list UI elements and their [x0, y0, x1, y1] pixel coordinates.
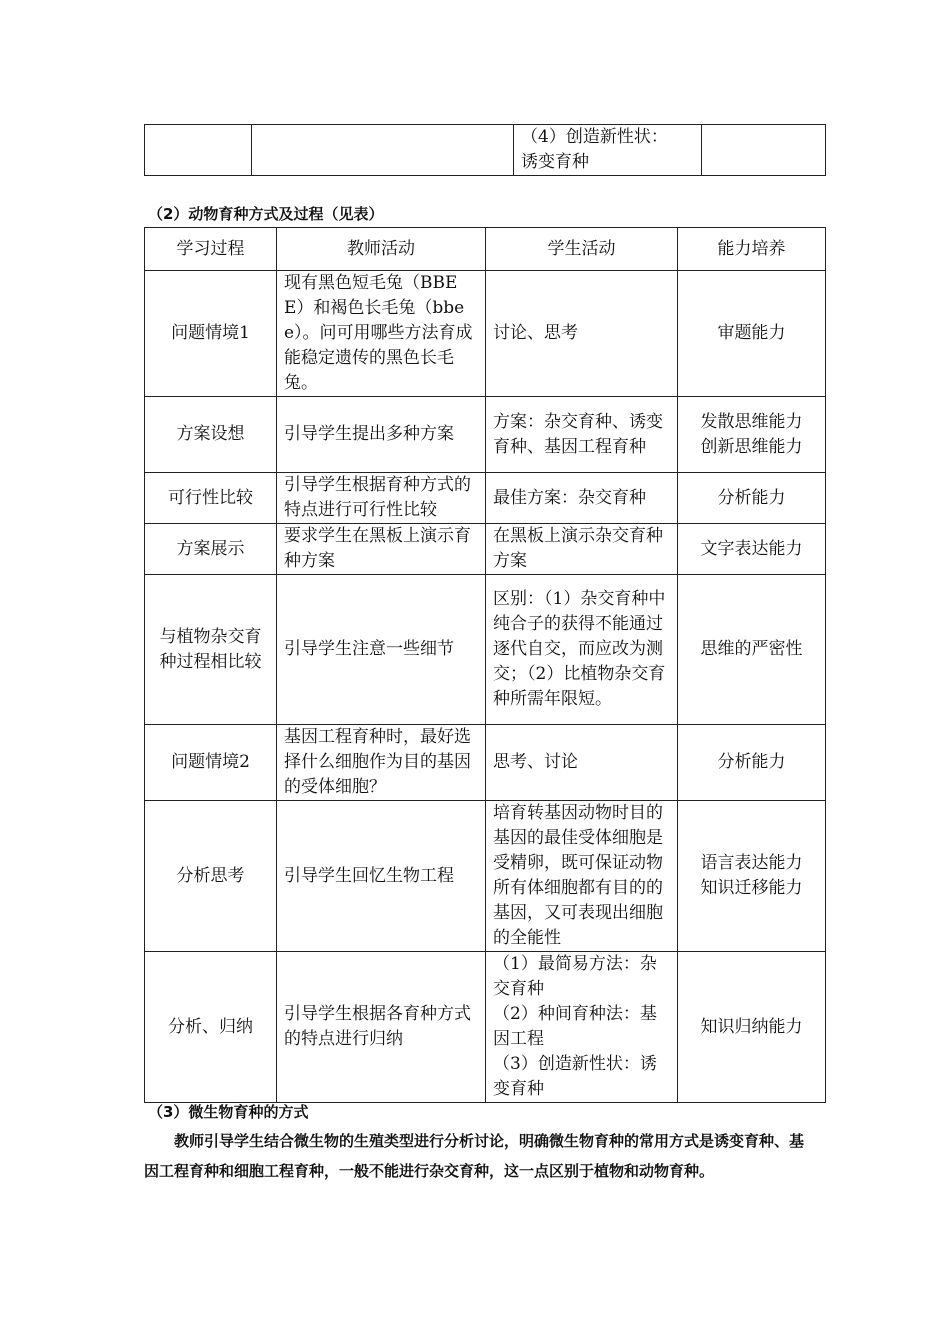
cell-teacher [277, 271, 486, 397]
cell-line: （1）最简易方法：杂交育种 [493, 954, 657, 999]
cell-line: 发散思维能力 [700, 411, 803, 432]
cell-line: 在黑板上演示杂交育种方案 [493, 526, 663, 571]
cell-line: 知识迁移能力 [700, 878, 803, 898]
cell-teacher [277, 801, 486, 952]
cell-line: 要求学生在黑板上演示育种方案 [284, 526, 471, 571]
cell-ability [678, 952, 826, 1103]
cell-line: 审题能力 [717, 323, 786, 343]
cell-line: 分析思考 [176, 865, 245, 886]
cell-teacher [277, 725, 486, 801]
cell-ability [678, 473, 826, 524]
cell-line: 区别：（1）杂交育种中纯合子的获得不能通过逐代自交，而应改为测交；（2）比植物杂交育种所需年限短。 [493, 589, 666, 709]
top-cell-line: 诱变育种 [521, 152, 589, 172]
header-cell: 学生活动 [486, 228, 678, 271]
cell-line: 分析能力 [717, 752, 786, 772]
cell-line: 引导学生注意一些细节 [284, 639, 454, 659]
cell-line: 思考、讨论 [493, 752, 578, 772]
cell-line: 引导学生根据各育种方式的特点进行归纳 [284, 1004, 471, 1049]
top-cell-1 [145, 125, 252, 176]
cell-process [145, 473, 277, 524]
cell-line: 现有黑色短毛兔（BBEE）和褐色长毛兔（bbee）。问可用哪些方法育成能稳定遗传的黑色长毛兔。 [284, 273, 473, 393]
cell-line: 方案设想 [176, 424, 245, 444]
cell-student [486, 575, 678, 725]
cell-teacher [277, 524, 486, 575]
cell-process [145, 725, 277, 801]
cell-line: 引导学生提出多种方案 [284, 424, 454, 444]
section3-paragraph: 教师引导学生结合微生物的生殖类型进行分析讨论，明确微生物育种的常用方式是诱变育种、基因工程育种和细胞工程育种，一般不能进行杂交育种，这一点区别于植物和动物育种。 [144, 1132, 805, 1180]
top-table-fragment [144, 124, 826, 176]
animal-breeding-table [144, 227, 826, 1103]
cell-process [145, 952, 277, 1103]
cell-line: 方案：杂交育种、诱变育种、基因工程育种 [493, 411, 663, 457]
cell-line: 培育转基因动物时目的基因的最佳受体细胞是受精卵，既可保证动物所有体细胞都有目的的基因，又可表现出细胞的全能性 [493, 803, 663, 948]
top-cell-line: （4）创造新性状： [521, 127, 668, 147]
table-row [145, 952, 826, 1103]
cell-line: 与植物杂交育种过程相比较 [159, 626, 262, 672]
cell-student [486, 473, 678, 524]
cell-line: （2）种间育种法：基因工程 [493, 1004, 657, 1049]
cell-line: 方案展示 [176, 538, 245, 559]
header-cell: 能力培养 [678, 228, 826, 271]
table-row [145, 725, 826, 801]
cell-line: 讨论、思考 [493, 323, 578, 343]
cell-line: 可行性比较 [168, 487, 253, 508]
cell-teacher [277, 397, 486, 473]
cell-line: （3）创造新性状：诱变育种 [493, 1054, 657, 1099]
cell-teacher [277, 952, 486, 1103]
cell-line: 问题情境2 [171, 752, 250, 772]
cell-process [145, 271, 277, 397]
cell-line: 分析、归纳 [168, 1016, 253, 1037]
cell-ability [678, 801, 826, 952]
table-row [145, 473, 826, 524]
cell-process [145, 575, 277, 725]
table-row [145, 801, 826, 952]
cell-line: 问题情境1 [171, 323, 250, 343]
cell-process [145, 524, 277, 575]
cell-line: 基因工程育种时，最好选择什么细胞作为目的基因的受体细胞？ [284, 727, 471, 797]
header-row [145, 228, 826, 271]
cell-teacher [277, 473, 486, 524]
cell-student [486, 801, 678, 952]
cell-process [145, 801, 277, 952]
cell-line: 最佳方案：杂交育种 [493, 487, 646, 508]
cell-student [486, 397, 678, 473]
cell-ability [678, 575, 826, 725]
section3-heading: （3）微生物育种的方式 [148, 1103, 309, 1121]
cell-line: 文字表达能力 [700, 538, 803, 559]
cell-line: 语言表达能力 [700, 853, 803, 873]
section2-heading: （2）动物育种方式及过程（见表） [148, 205, 384, 223]
top-cell-2 [252, 125, 514, 176]
cell-line: 分析能力 [717, 487, 786, 508]
table-row [145, 397, 826, 473]
table-body [145, 228, 826, 1103]
table-row [145, 271, 826, 397]
cell-process [145, 397, 277, 473]
cell-ability [678, 397, 826, 473]
top-cell-4 [702, 125, 826, 176]
top-cell-3 [514, 125, 702, 176]
cell-ability [678, 524, 826, 575]
cell-teacher [277, 575, 486, 725]
cell-student [486, 524, 678, 575]
table-row [145, 575, 826, 725]
table-row [145, 524, 826, 575]
cell-line: 创新思维能力 [700, 436, 803, 457]
header-cell: 学习过程 [145, 228, 277, 271]
cell-student [486, 952, 678, 1103]
cell-line: 引导学生回忆生物工程 [284, 865, 454, 886]
cell-student [486, 725, 678, 801]
header-cell: 教师活动 [277, 228, 486, 271]
cell-student [486, 271, 678, 397]
cell-line: 思维的严密性 [700, 639, 803, 659]
cell-ability [678, 725, 826, 801]
cell-ability [678, 271, 826, 397]
cell-line: 知识归纳能力 [700, 1016, 803, 1037]
cell-line: 引导学生根据育种方式的特点进行可行性比较 [284, 475, 471, 520]
